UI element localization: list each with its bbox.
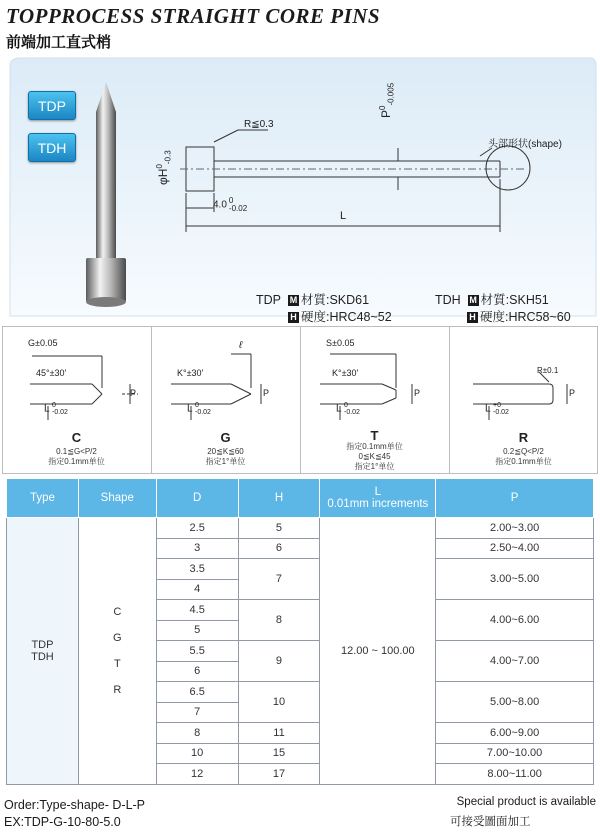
page-title: TOPPROCESS STRAIGHT CORE PINS [6,4,381,28]
shape-panel-t: S±0.05 K°±30' P L 0 -0.02 T 指定0.1mm单位 0≦K≦45 指定1°单位 [300,326,450,474]
shape-c-drawing [2,326,151,426]
spec-table [6,478,594,785]
p-cell: 6.00~9.00 [436,723,594,744]
h-cell: 9 [238,641,320,682]
p-label: $P^0_{-0.005}$ [378,82,396,118]
shape-c-letter: C [71,430,82,445]
d-cell: 2.5 [156,518,238,539]
special-note-en: Special product is available [456,796,596,808]
h-cell: 8 [238,600,320,641]
p-cell: 3.00~5.00 [436,559,594,600]
l-label: L [340,210,347,222]
p-cell: 7.00~10.00 [436,743,594,764]
d-cell: 10 [156,743,238,764]
p-cell: 4.00~7.00 [436,641,594,682]
d-cell: 5 [156,620,238,641]
shape-g-drawing [151,326,300,426]
shape-panel-g: ℓ K°±30' P L 0 -0.02 G 20≦K≦60 指定1°单位 [151,326,301,474]
l-cell: 12.00 ~ 100.00 [320,518,436,785]
d-cell: 5.5 [156,641,238,662]
shape-g-letter: G [220,430,231,445]
page-subtitle: 前端加工直式梢 [6,34,112,51]
shape-r-letter: R [518,430,529,445]
header-type: Type [7,479,79,518]
product-drawing-panel [0,52,600,322]
order-example: EX:TDP-G-10-80-5.0 [4,815,121,829]
p-cell: 8.00~11.00 [436,764,594,785]
tag-tdh: TDH [28,133,76,162]
d-cell: 4 [156,579,238,600]
header-d: D [156,479,238,518]
type-cell: TDP TDH [7,518,79,785]
shape-t-drawing [300,326,449,426]
tag-tdp: TDP [28,91,76,120]
d-cell: 4.5 [156,600,238,621]
p-cell: 2.00~3.00 [436,518,594,539]
shape-panel-r: R±0.1 P L +0 -0.02 R 0.2≦Q<P/2 指定0.1mm单位 [449,326,598,474]
shape-panel-c: G±0.05 45°±30' P L 0 -0.02 C 0.1≦G<P/2 指定0.1mm单位 [2,326,152,474]
d-cell: 7 [156,702,238,723]
h-cell: 17 [238,764,320,785]
h-cell: 11 [238,723,320,744]
header-h: H [238,479,320,518]
d-cell: 3.5 [156,559,238,580]
hardness-tdp: H 硬度:HRC48~52 [288,307,392,325]
p-cell: 2.50~4.00 [436,538,594,559]
h-cell: 7 [238,559,320,600]
order-format: Order:Type-shape- D-L-P [4,798,146,812]
d-cell: 3 [156,538,238,559]
material-tdh: TDH M 材質:SKH51 [435,293,549,307]
shape-note: 头部形状(shape) [488,139,562,150]
p-cell: 4.00~6.00 [436,600,594,641]
head-length-label: 4.0 0 -0.02 [213,196,248,213]
h-cell: 5 [238,518,320,539]
d-cell: 6.5 [156,682,238,703]
h-cell: 10 [238,682,320,723]
header-l: L 0.01mm increments [320,479,436,518]
header-shape: Shape [78,479,156,518]
material-tdp: TDP M 材質:SKD61 [256,293,370,307]
h-cell: 15 [238,743,320,764]
radius-label: R≦0.3 [244,119,274,130]
special-note-cn: 可接受圖面加工 [450,816,531,828]
shape-t-letter: T [370,428,379,443]
header-p: P [436,479,594,518]
h-cell: 6 [238,538,320,559]
d-cell: 12 [156,764,238,785]
hardness-tdh: H 硬度:HRC58~60 [467,307,571,325]
shape-cell: C G T R [78,518,156,785]
d-cell: 8 [156,723,238,744]
p-cell: 5.00~8.00 [436,682,594,723]
h-label: $\varphi H^0_{-0.3}$ [155,150,173,185]
shape-r-drawing [449,326,598,426]
d-cell: 6 [156,661,238,682]
